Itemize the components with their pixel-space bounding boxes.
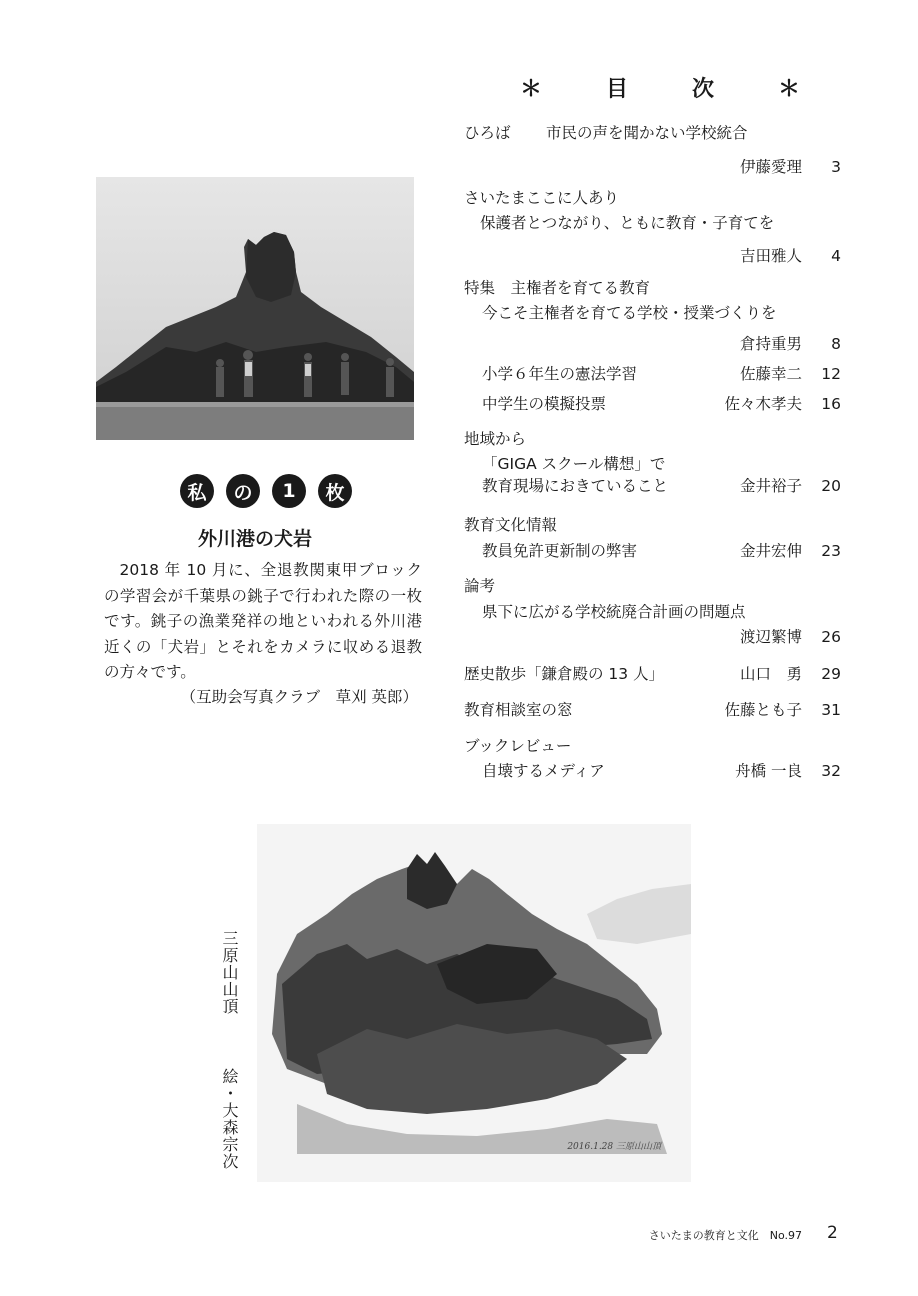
photo-title: 外川港の犬岩 (197, 528, 312, 550)
photo-caption: 2018 年 10 月に、全退教関東甲ブロックの学習会が千葉県の銚子で行われた際の一枚です。銚子の漁業発祥の地といわれる外川港近くの「犬岩」とそれをカメラに収める退教の方々です。 (104, 561, 422, 681)
toc-entry-author: 倉持重男 (739, 335, 802, 353)
heading-char-4: 枚 (318, 474, 352, 508)
heading-char-3: 1 (272, 474, 306, 508)
toc-entry-page: 29 (821, 665, 841, 683)
toc-section-hiroba: ひろば (464, 124, 511, 142)
toc-entry-page: 20 (821, 477, 841, 495)
inuiwa-photo-image (96, 177, 414, 440)
toc-entry-page: 32 (821, 762, 841, 780)
toc-entry-author: 金井宏伸 (739, 542, 802, 560)
toc-title-char: 次 (691, 77, 714, 102)
heading-char-2: の (226, 474, 260, 508)
toc-entry-title: 教育現場におきていること (482, 477, 669, 495)
toc-title (520, 72, 800, 103)
toc-entry-author: 吉田雅人 (739, 247, 802, 265)
heading-char-1: 私 (180, 474, 214, 508)
sketch-title: 三原山山頂 (220, 930, 239, 1015)
toc-entry-title: 県下に広がる学校統廃合計画の問題点 (482, 603, 746, 621)
toc-section-bunka: 教育文化情報 (464, 516, 558, 534)
toc-section-chiiki: 地域から (464, 430, 527, 448)
toc-entry-title: 中学生の模擬投票 (482, 395, 607, 413)
toc-title-char: ＊ (777, 77, 800, 102)
toc-entry-author: 舟橋 一良 (735, 762, 802, 780)
footer-page-number: 2 (827, 1223, 838, 1243)
toc-entry-author: 伊藤愛理 (739, 158, 802, 176)
toc-entry-page: 16 (821, 395, 841, 413)
toc-entry-title: 保護者とつながり、ともに教育・子育てを (480, 214, 775, 232)
toc-entry-author: 山口 勇 (739, 665, 802, 683)
toc-entry-page: 8 (831, 335, 841, 353)
toc-entry-title: 教育相談室の窓 (464, 701, 573, 719)
toc-entry-title: 自壊するメディア (482, 762, 605, 780)
toc-entry-page: 31 (821, 701, 841, 719)
toc-title-char: ＊ (520, 77, 543, 102)
toc-entry-author: 佐々木孝夫 (724, 395, 802, 413)
toc-entry-author: 渡辺繁博 (739, 628, 802, 646)
mihara-sketch (257, 824, 691, 1182)
toc-section-ronko: 論考 (464, 577, 496, 595)
footer-publication: さいたまの教育と文化 No.97 (648, 1229, 802, 1242)
toc-entry-page: 3 (831, 158, 841, 176)
toc-entry-page: 12 (821, 365, 841, 383)
toc-entry-title: 小学６年生の憲法学習 (482, 365, 638, 383)
my-one-photo-heading (180, 474, 352, 508)
toc-section-book: ブックレビュー (464, 737, 572, 755)
toc-entry-title: 今こそ主権者を育てる学校・授業づくりを (482, 304, 777, 322)
toc-entry-title: 市民の声を聞かない学校統合 (546, 124, 748, 142)
toc-entry-title: 教員免許更新制の弊害 (482, 542, 638, 560)
toc-entry-page: 4 (831, 247, 841, 265)
toc-entry-author: 佐藤幸二 (739, 365, 802, 383)
sketch-artist: 絵・大森宗次 (220, 1068, 239, 1170)
toc-entry-title: 「GIGA スクール構想」で (482, 455, 666, 473)
sketch-signature: 2016.1.28 三原山山頂 (567, 1142, 661, 1152)
mihara-sketch-image (257, 824, 691, 1182)
toc-entry-author: 金井裕子 (739, 477, 802, 495)
toc-entry-author: 佐藤とも子 (724, 701, 802, 719)
toc-entry-title: 歴史散歩「鎌倉殿の 13 人」 (464, 665, 665, 683)
toc-entry-page: 23 (821, 542, 841, 560)
toc-section-tokushu: 特集 主権者を育てる教育 (464, 279, 651, 297)
toc-section-saitama: さいたまここに人あり (464, 189, 620, 207)
toc-title-char: 目 (605, 77, 628, 102)
toc-entry-page: 26 (821, 628, 841, 646)
photo-credit: （互助会写真クラブ 草刈 英郎） (180, 688, 418, 706)
inuiwa-photo (96, 177, 414, 440)
